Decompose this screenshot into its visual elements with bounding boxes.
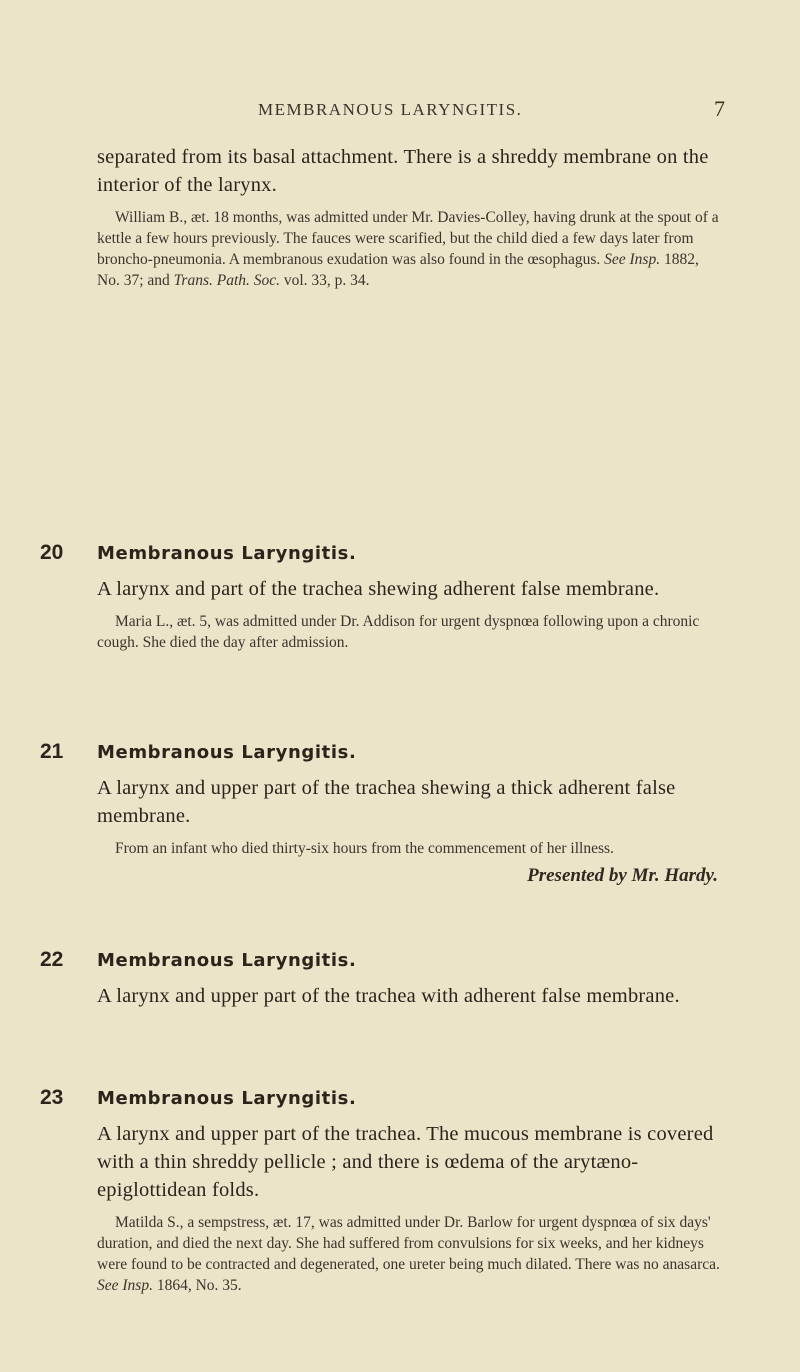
entry-heading: Membranous Laryngitis. [97, 543, 357, 564]
entry-note [97, 1212, 722, 1296]
note-text: vol. 33, p. 34. [283, 272, 370, 289]
note-text: 1864, No. 35. [156, 1277, 242, 1294]
entry-heading: Membranous Laryngitis. [97, 950, 357, 971]
entry-number: 23 [40, 1086, 64, 1109]
page-number: 7 [714, 96, 725, 121]
entry-lead: A larynx and upper part of the trachea shewing a thick adherent false membrane. [97, 777, 676, 827]
entry-block [97, 1120, 722, 1296]
entry-block [97, 774, 722, 887]
entry-lead: A larynx and part of the trachea shewing adherent false membrane. [97, 578, 660, 600]
continuation-block [97, 143, 722, 291]
entry-block [97, 982, 722, 1010]
entry-number: 21 [40, 740, 64, 763]
continuation-note [97, 207, 722, 291]
entry-heading: Membranous Laryngitis. [97, 1088, 357, 1109]
entry-lead: A larynx and upper part of the trachea. The mucous membrane is covered with a thin shreddy pellicle ; and there is œdema of the arytæno-epiglottidean folds. [97, 1123, 714, 1201]
entry-heading: Membranous Laryngitis. [97, 742, 357, 763]
entry-number: 22 [40, 948, 64, 971]
continuation-lead: separated from its basal attachment. There is a shreddy membrane on the interior of the larynx. [97, 146, 709, 196]
note-reference: Trans. Path. Soc. [173, 272, 280, 289]
entry-lead: A larynx and upper part of the trachea with adherent false membrane. [97, 985, 680, 1007]
note-reference: See Insp. [604, 251, 661, 268]
entry-number: 20 [40, 541, 64, 564]
entry-note: From an infant who died thirty-six hours from the commencement of her illness. [115, 840, 614, 857]
presented-by: Presented by Mr. Hardy. [527, 865, 718, 886]
running-head: MEMBRANOUS LARYNGITIS. [258, 100, 523, 119]
entry-block [97, 575, 722, 653]
entry-note: Maria L., æt. 5, was admitted under Dr. Addison for urgent dyspnœa following upon a chronic cough. She died the day after admission. [97, 613, 700, 651]
note-text: William B., æt. 18 months, was admitted under Mr. Davies-Colley, having drunk at the spout of a kettle a few hours previously. The fauces were scarified, but the child died a few days later from broncho-pneumonia. A membranous exudation was also found in the œsophagus. [97, 209, 719, 268]
note-reference: See Insp. [97, 1277, 153, 1294]
note-text: 1882, No. 37; and [97, 251, 699, 289]
note-text: Matilda S., a sempstress, æt. 17, was admitted under Dr. Barlow for urgent dyspnœa of six days' duration, and died the next day. She had suffered from convulsions for six weeks, and her kidneys were found to be contracted and degenerated, one ureter being much dilated. There was no anasarca. [97, 1214, 720, 1273]
